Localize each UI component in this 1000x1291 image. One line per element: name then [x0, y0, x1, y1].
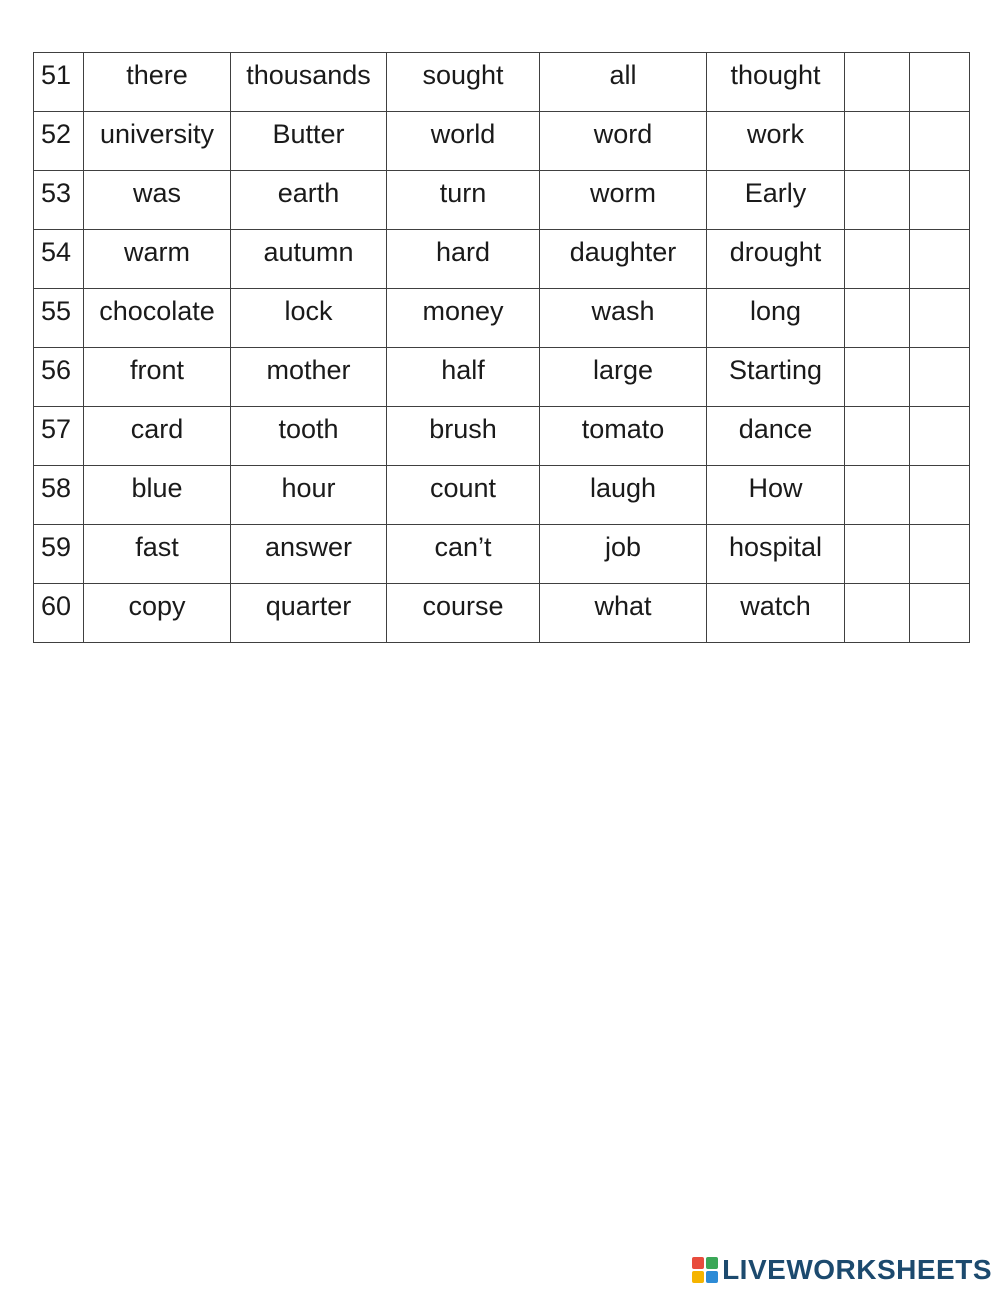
word-cell: turn	[387, 171, 540, 230]
logo-square-4	[706, 1271, 718, 1283]
word-cell: sought	[387, 53, 540, 112]
word-cell: front	[84, 348, 231, 407]
word-cell: fast	[84, 525, 231, 584]
blank-answer-cell	[845, 466, 910, 525]
blank-answer-cell	[845, 407, 910, 466]
word-cell: laugh	[540, 466, 707, 525]
word-cell: hospital	[707, 525, 845, 584]
word-cell: card	[84, 407, 231, 466]
table-row	[34, 53, 970, 112]
word-cell: answer	[231, 525, 387, 584]
table-row	[34, 525, 970, 584]
word-cell: tomato	[540, 407, 707, 466]
liveworksheets-logo-icon	[692, 1257, 718, 1283]
blank-answer-cell	[910, 407, 970, 466]
word-cell: work	[707, 112, 845, 171]
blank-answer-cell	[910, 171, 970, 230]
row-number: 51	[34, 53, 84, 112]
row-number: 52	[34, 112, 84, 171]
word-cell: there	[84, 53, 231, 112]
word-cell: hour	[231, 466, 387, 525]
word-cell: warm	[84, 230, 231, 289]
table-row	[34, 466, 970, 525]
word-cell: university	[84, 112, 231, 171]
table-row	[34, 289, 970, 348]
row-number: 60	[34, 584, 84, 643]
row-number: 53	[34, 171, 84, 230]
row-number: 56	[34, 348, 84, 407]
logo-square-1	[692, 1257, 704, 1269]
blank-answer-cell	[910, 112, 970, 171]
word-cell: autumn	[231, 230, 387, 289]
word-table	[33, 52, 970, 643]
blank-answer-cell	[910, 230, 970, 289]
table-row	[34, 584, 970, 643]
word-cell: worm	[540, 171, 707, 230]
word-cell: was	[84, 171, 231, 230]
blank-answer-cell	[845, 348, 910, 407]
word-cell: quarter	[231, 584, 387, 643]
row-number: 54	[34, 230, 84, 289]
blank-answer-cell	[845, 289, 910, 348]
table-row	[34, 112, 970, 171]
blank-answer-cell	[910, 525, 970, 584]
word-cell: dance	[707, 407, 845, 466]
word-cell: watch	[707, 584, 845, 643]
word-cell: Starting	[707, 348, 845, 407]
word-cell: what	[540, 584, 707, 643]
table-row	[34, 230, 970, 289]
word-cell: world	[387, 112, 540, 171]
logo-square-3	[692, 1271, 704, 1283]
word-cell: mother	[231, 348, 387, 407]
word-cell: daughter	[540, 230, 707, 289]
word-cell: money	[387, 289, 540, 348]
word-cell: Butter	[231, 112, 387, 171]
liveworksheets-logo	[692, 1255, 992, 1285]
word-cell: brush	[387, 407, 540, 466]
word-cell: tooth	[231, 407, 387, 466]
word-cell: count	[387, 466, 540, 525]
blank-answer-cell	[910, 466, 970, 525]
logo-square-2	[706, 1257, 718, 1269]
word-cell: wash	[540, 289, 707, 348]
word-cell: thousands	[231, 53, 387, 112]
row-number: 59	[34, 525, 84, 584]
word-table-body	[34, 53, 970, 643]
word-cell: earth	[231, 171, 387, 230]
word-cell: drought	[707, 230, 845, 289]
blank-answer-cell	[845, 112, 910, 171]
table-row	[34, 348, 970, 407]
word-cell: chocolate	[84, 289, 231, 348]
word-cell: all	[540, 53, 707, 112]
blank-answer-cell	[845, 171, 910, 230]
blank-answer-cell	[845, 584, 910, 643]
table-row	[34, 171, 970, 230]
row-number: 58	[34, 466, 84, 525]
blank-answer-cell	[910, 348, 970, 407]
blank-answer-cell	[845, 230, 910, 289]
word-cell: half	[387, 348, 540, 407]
word-cell: long	[707, 289, 845, 348]
blank-answer-cell	[910, 53, 970, 112]
row-number: 55	[34, 289, 84, 348]
row-number: 57	[34, 407, 84, 466]
word-cell: hard	[387, 230, 540, 289]
word-cell: How	[707, 466, 845, 525]
word-cell: job	[540, 525, 707, 584]
word-cell: blue	[84, 466, 231, 525]
logo-text: LIVEWORKSHEETS	[722, 1254, 992, 1285]
blank-answer-cell	[845, 53, 910, 112]
blank-answer-cell	[845, 525, 910, 584]
word-cell: large	[540, 348, 707, 407]
word-cell: copy	[84, 584, 231, 643]
blank-answer-cell	[910, 289, 970, 348]
word-cell: Early	[707, 171, 845, 230]
word-cell: word	[540, 112, 707, 171]
blank-answer-cell	[910, 584, 970, 643]
table-row	[34, 407, 970, 466]
word-cell: lock	[231, 289, 387, 348]
word-cell: can’t	[387, 525, 540, 584]
word-cell: thought	[707, 53, 845, 112]
word-cell: course	[387, 584, 540, 643]
